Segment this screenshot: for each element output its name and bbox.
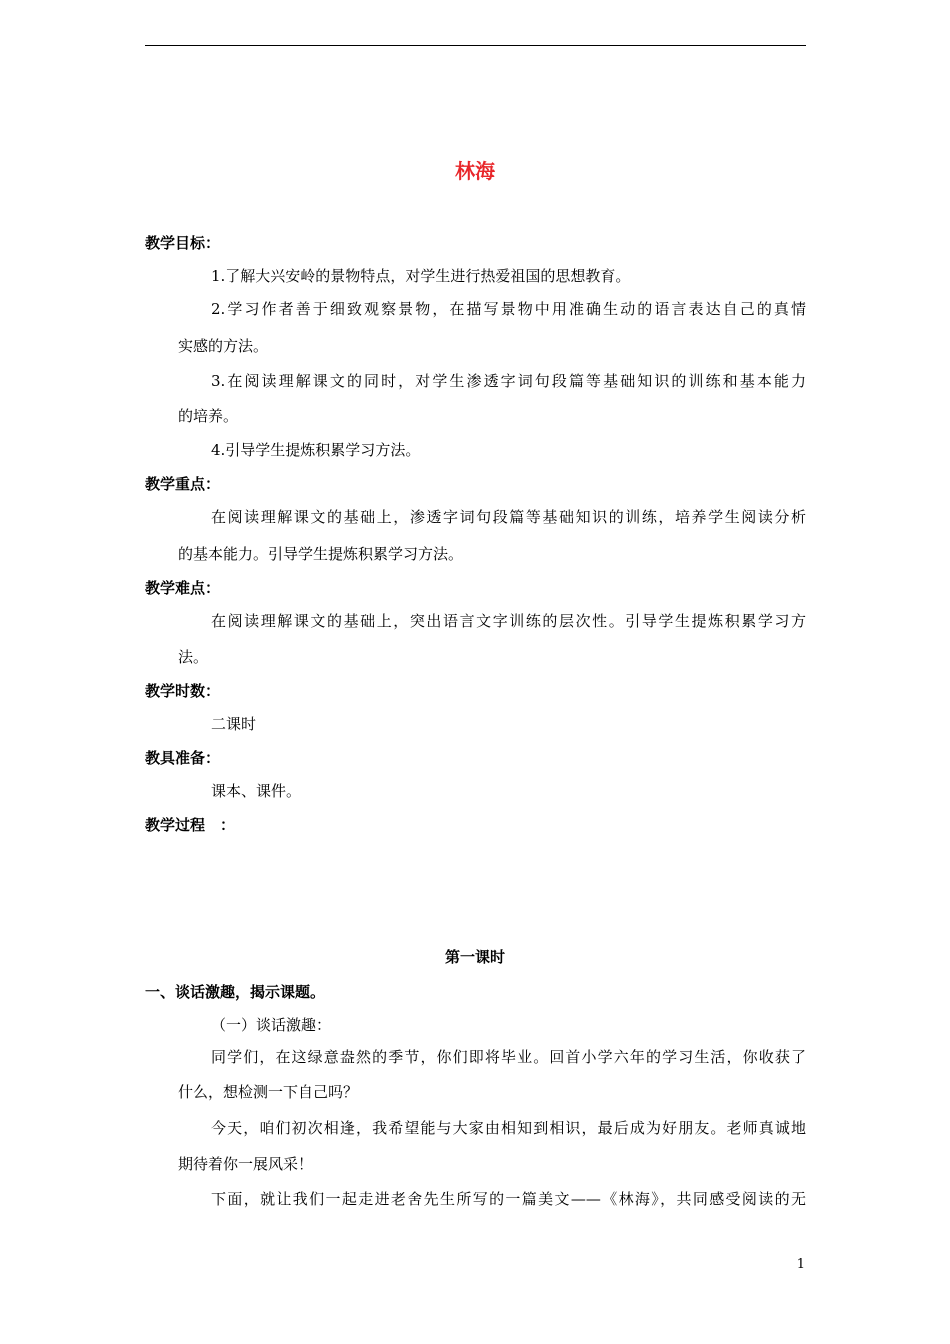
tools-value: 课本、课件。	[211, 782, 302, 800]
goal-2-line2: 实感的方法。	[178, 337, 269, 355]
tools-heading: 教具准备：	[145, 749, 221, 767]
subsection-1: （一）谈话激趣：	[211, 1016, 332, 1034]
para-1-line1: 同学们，在这绿意盎然的季节，你们即将毕业。回首小学六年的学习生活，你收获了	[211, 1048, 806, 1066]
goal-4: 4.引导学生提炼积累学习方法。	[211, 441, 421, 459]
difficulty-line2: 法。	[178, 648, 209, 666]
key-heading: 教学重点：	[145, 475, 221, 493]
goal-1: 1.了解大兴安岭的景物特点，对学生进行热爱祖国的思想教育。	[211, 267, 631, 285]
key-line2: 的基本能力。引导学生提炼积累学习方法。	[178, 545, 464, 563]
goal-2-line1: 2.学习作者善于细致观察景物，在描写景物中用准确生动的语言表达自己的真情	[211, 300, 806, 318]
key-line1: 在阅读理解课文的基础上，渗透字词句段篇等基础知识的训练，培养学生阅读分析	[211, 508, 806, 526]
goal-3-line2: 的培养。	[178, 407, 239, 425]
para-2-line2: 期待着你一展风采！	[178, 1155, 314, 1173]
para-3-line1: 下面，就让我们一起走进老舍先生所写的一篇美文——《林海》，共同感受阅读的无	[211, 1190, 806, 1208]
section-1-heading: 一、谈话激趣，揭示课题。	[145, 983, 326, 1001]
para-1-line2: 什么，想检测一下自己吗？	[178, 1083, 359, 1101]
difficulty-line1: 在阅读理解课文的基础上，突出语言文字训练的层次性。引导学生提炼积累学习方	[211, 612, 806, 630]
para-2-line1: 今天，咱们初次相逢，我希望能与大家由相知到相识，最后成为好朋友。老师真诚地	[211, 1119, 806, 1137]
header-rule	[145, 45, 806, 46]
goal-3-line1: 3.在阅读理解课文的同时，对学生渗透字词句段篇等基础知识的训练和基本能力	[211, 372, 806, 390]
difficulty-heading: 教学难点：	[145, 579, 221, 597]
page-number: 1	[796, 1257, 805, 1272]
hours-value: 二课时	[211, 715, 257, 733]
goals-heading: 教学目标：	[145, 234, 221, 252]
lesson-1-heading: 第一课时	[444, 948, 505, 966]
hours-heading: 教学时数：	[145, 682, 221, 700]
document-title: 林海	[455, 159, 495, 183]
process-heading: 教学过程 ：	[145, 816, 236, 834]
